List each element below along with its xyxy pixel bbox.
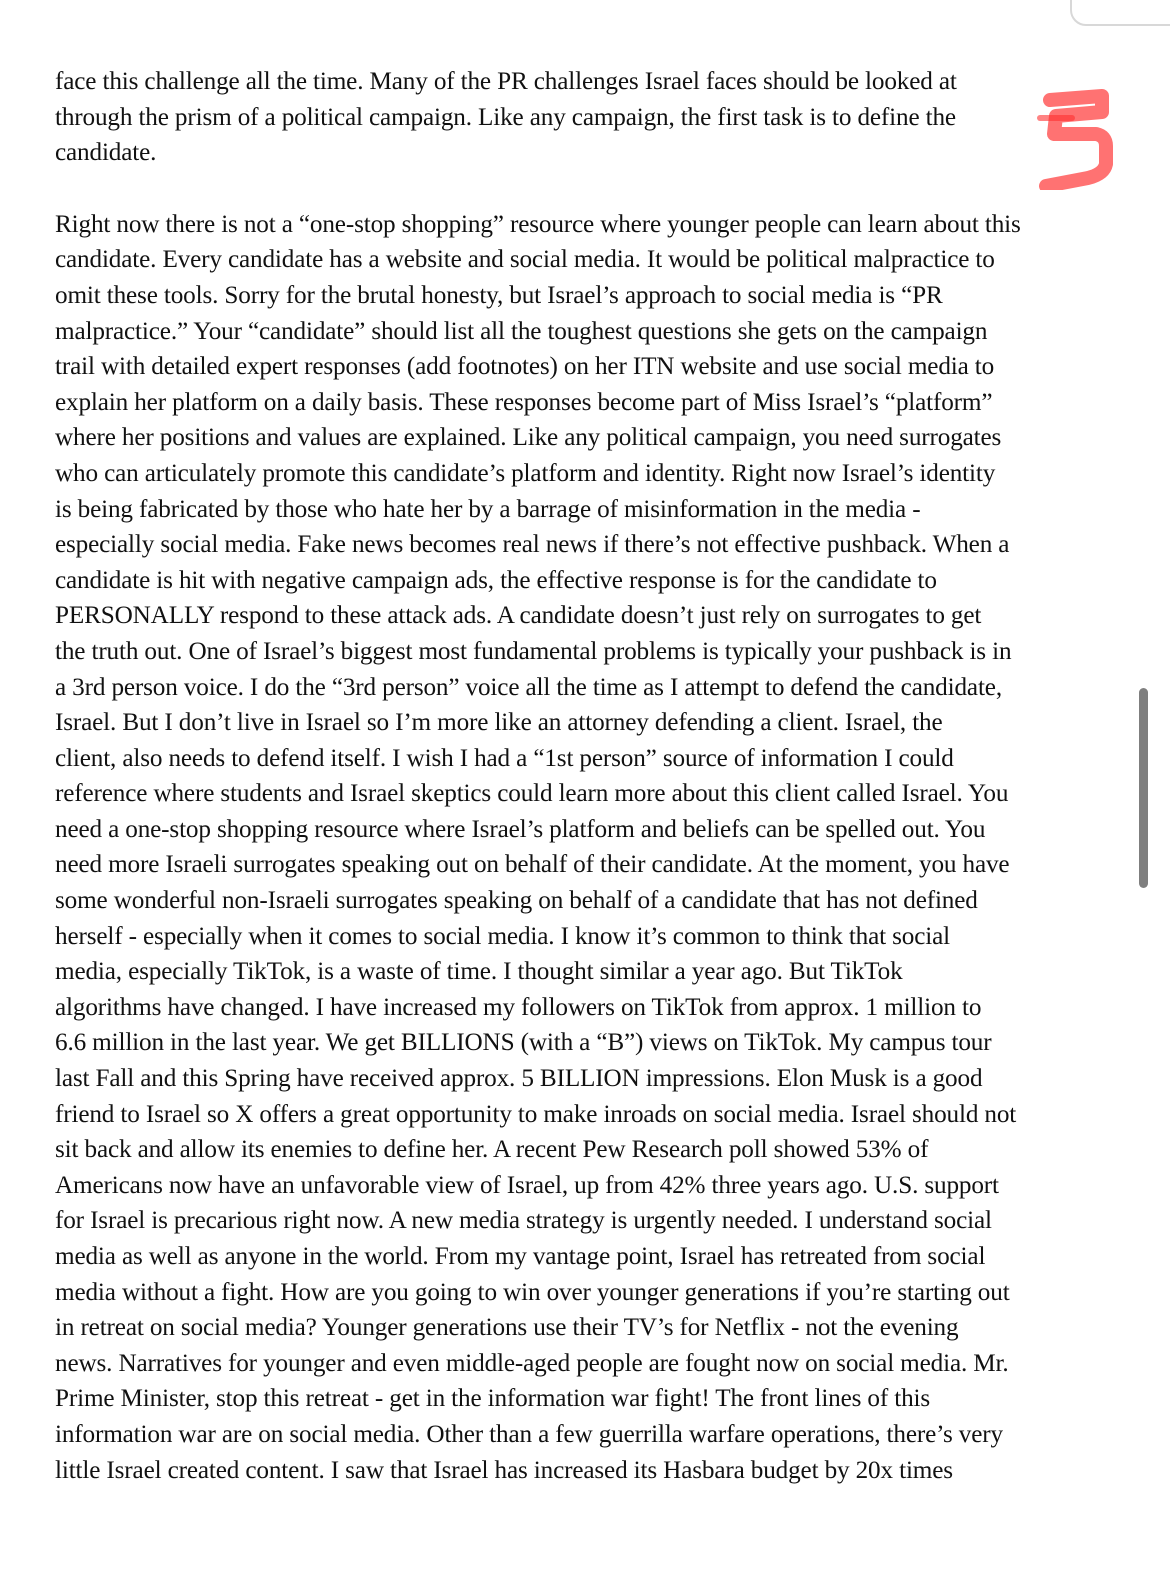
text-line: media, especially TikTok, is a waste of time. I thought similar a year ago. But TikTok [55, 958, 903, 986]
paragraph-spacer [55, 171, 1135, 207]
text-line: algorithms have changed. I have increased my followers on TikTok from approx. 1 million to [55, 993, 982, 1021]
text-line: trail with detailed expert responses (add footnotes) on her ITN website and use social media to [55, 353, 995, 381]
text-line: news. Narratives for younger and even middle-aged people are fought now on social media. Mr. [55, 1349, 1009, 1377]
text-line: media as well as anyone in the world. From my vantage point, Israel has retreated from social [55, 1243, 986, 1270]
text-line: candidate. [55, 139, 157, 167]
text-line: malpractice.” Your “candidate” should list all the toughest questions she gets on the campaign [55, 317, 988, 345]
text-line: reference where students and Israel skeptics could learn more about this client called Israel. You [55, 780, 1009, 808]
text-line: need more Israeli surrogates speaking out on behalf of their candidate. At the moment, you have [55, 851, 1010, 879]
text-line: information war are on social media. Other than a few guerrilla warfare operations, there’s very [55, 1420, 1003, 1448]
text-line: sit back and allow its enemies to define her. A recent Pew Research poll showed 53% of [55, 1136, 929, 1164]
text-line: Right now there is not a “one-stop shopping” resource where younger people can learn about this [55, 210, 1021, 238]
text-line: face this challenge all the time. Many of the PR challenges Israel faces should be looked at [55, 68, 957, 95]
vertical-scrollbar[interactable] [1139, 688, 1148, 888]
text-line: candidate is hit with negative campaign ads, the effective response is for the candidate to [55, 566, 937, 594]
top-right-frame-fragment [1070, 0, 1170, 26]
text-line: Israel. But I don’t live in Israel so I’m more like an attorney defending a client. Israel, the [55, 709, 943, 737]
text-line: some wonderful non-Israeli surrogates speaking on behalf of a candidate that has not defined [55, 887, 978, 915]
text-line: Americans now have an unfavorable view of Israel, up from 42% three years ago. U.S. support [55, 1171, 999, 1199]
text-line: who can articulately promote this candidate’s platform and identity. Right now Israel’s identity [55, 459, 996, 487]
text-line: last Fall and this Spring have received approx. 5 BILLION impressions. Elon Musk is a good [55, 1065, 983, 1093]
text-line: omit these tools. Sorry for the brutal honesty, but Israel’s approach to social media is “PR [55, 281, 943, 309]
document-page [55, 64, 1135, 1488]
text-line: where her positions and values are explained. Like any political campaign, you need surrogates [55, 424, 1002, 452]
text-line: through the prism of a political campaign. Like any campaign, the first task is to define the [55, 103, 956, 131]
text-line: little Israel created content. I saw that Israel has increased its Hasbara budget by 20x times [55, 1456, 953, 1484]
text-line: Prime Minister, stop this retreat - get in the information war fight! The front lines of this [55, 1385, 931, 1413]
text-line: friend to Israel so X offers a great opportunity to make inroads on social media. Israel should not [55, 1100, 1017, 1128]
paragraph-1 [55, 64, 1135, 171]
text-line: PERSONALLY respond to these attack ads. A candidate doesn’t just rely on surrogates to get [55, 602, 982, 630]
text-line: a 3rd person voice. I do the “3rd person” voice all the time as I attempt to defend the candidate, [55, 673, 1002, 701]
text-line: need a one-stop shopping resource where Israel’s platform and beliefs can be spelled out. You [55, 815, 986, 843]
text-line: especially social media. Fake news becomes real news if there’s not effective pushback. When a [55, 531, 1010, 559]
text-line: 6.6 million in the last year. We get BILLIONS (with a “B”) views on TikTok. My campus tour [55, 1029, 992, 1057]
text-line: candidate. Every candidate has a website and social media. It would be political malpractice to [55, 246, 995, 274]
text-line: media without a fight. How are you going to win over younger generations if you’re starting out [55, 1278, 1010, 1306]
text-line: explain her platform on a daily basis. These responses become part of Miss Israel’s “platform” [55, 388, 993, 416]
text-line: the truth out. One of Israel’s biggest most fundamental problems is typically your pushback is in [55, 637, 1012, 665]
text-line: is being fabricated by those who hate her by a barrage of misinformation in the media - [55, 495, 921, 523]
paragraph-2 [55, 207, 1135, 1488]
text-line: client, also needs to defend itself. I wish I had a “1st person” source of information I could [55, 744, 954, 772]
text-line: herself - especially when it comes to social media. I know it’s common to think that social [55, 922, 950, 950]
text-line: for Israel is precarious right now. A new media strategy is urgently needed. I understand social [55, 1207, 992, 1235]
text-line: in retreat on social media? Younger generations use their TV’s for Netflix - not the evening [55, 1314, 959, 1342]
